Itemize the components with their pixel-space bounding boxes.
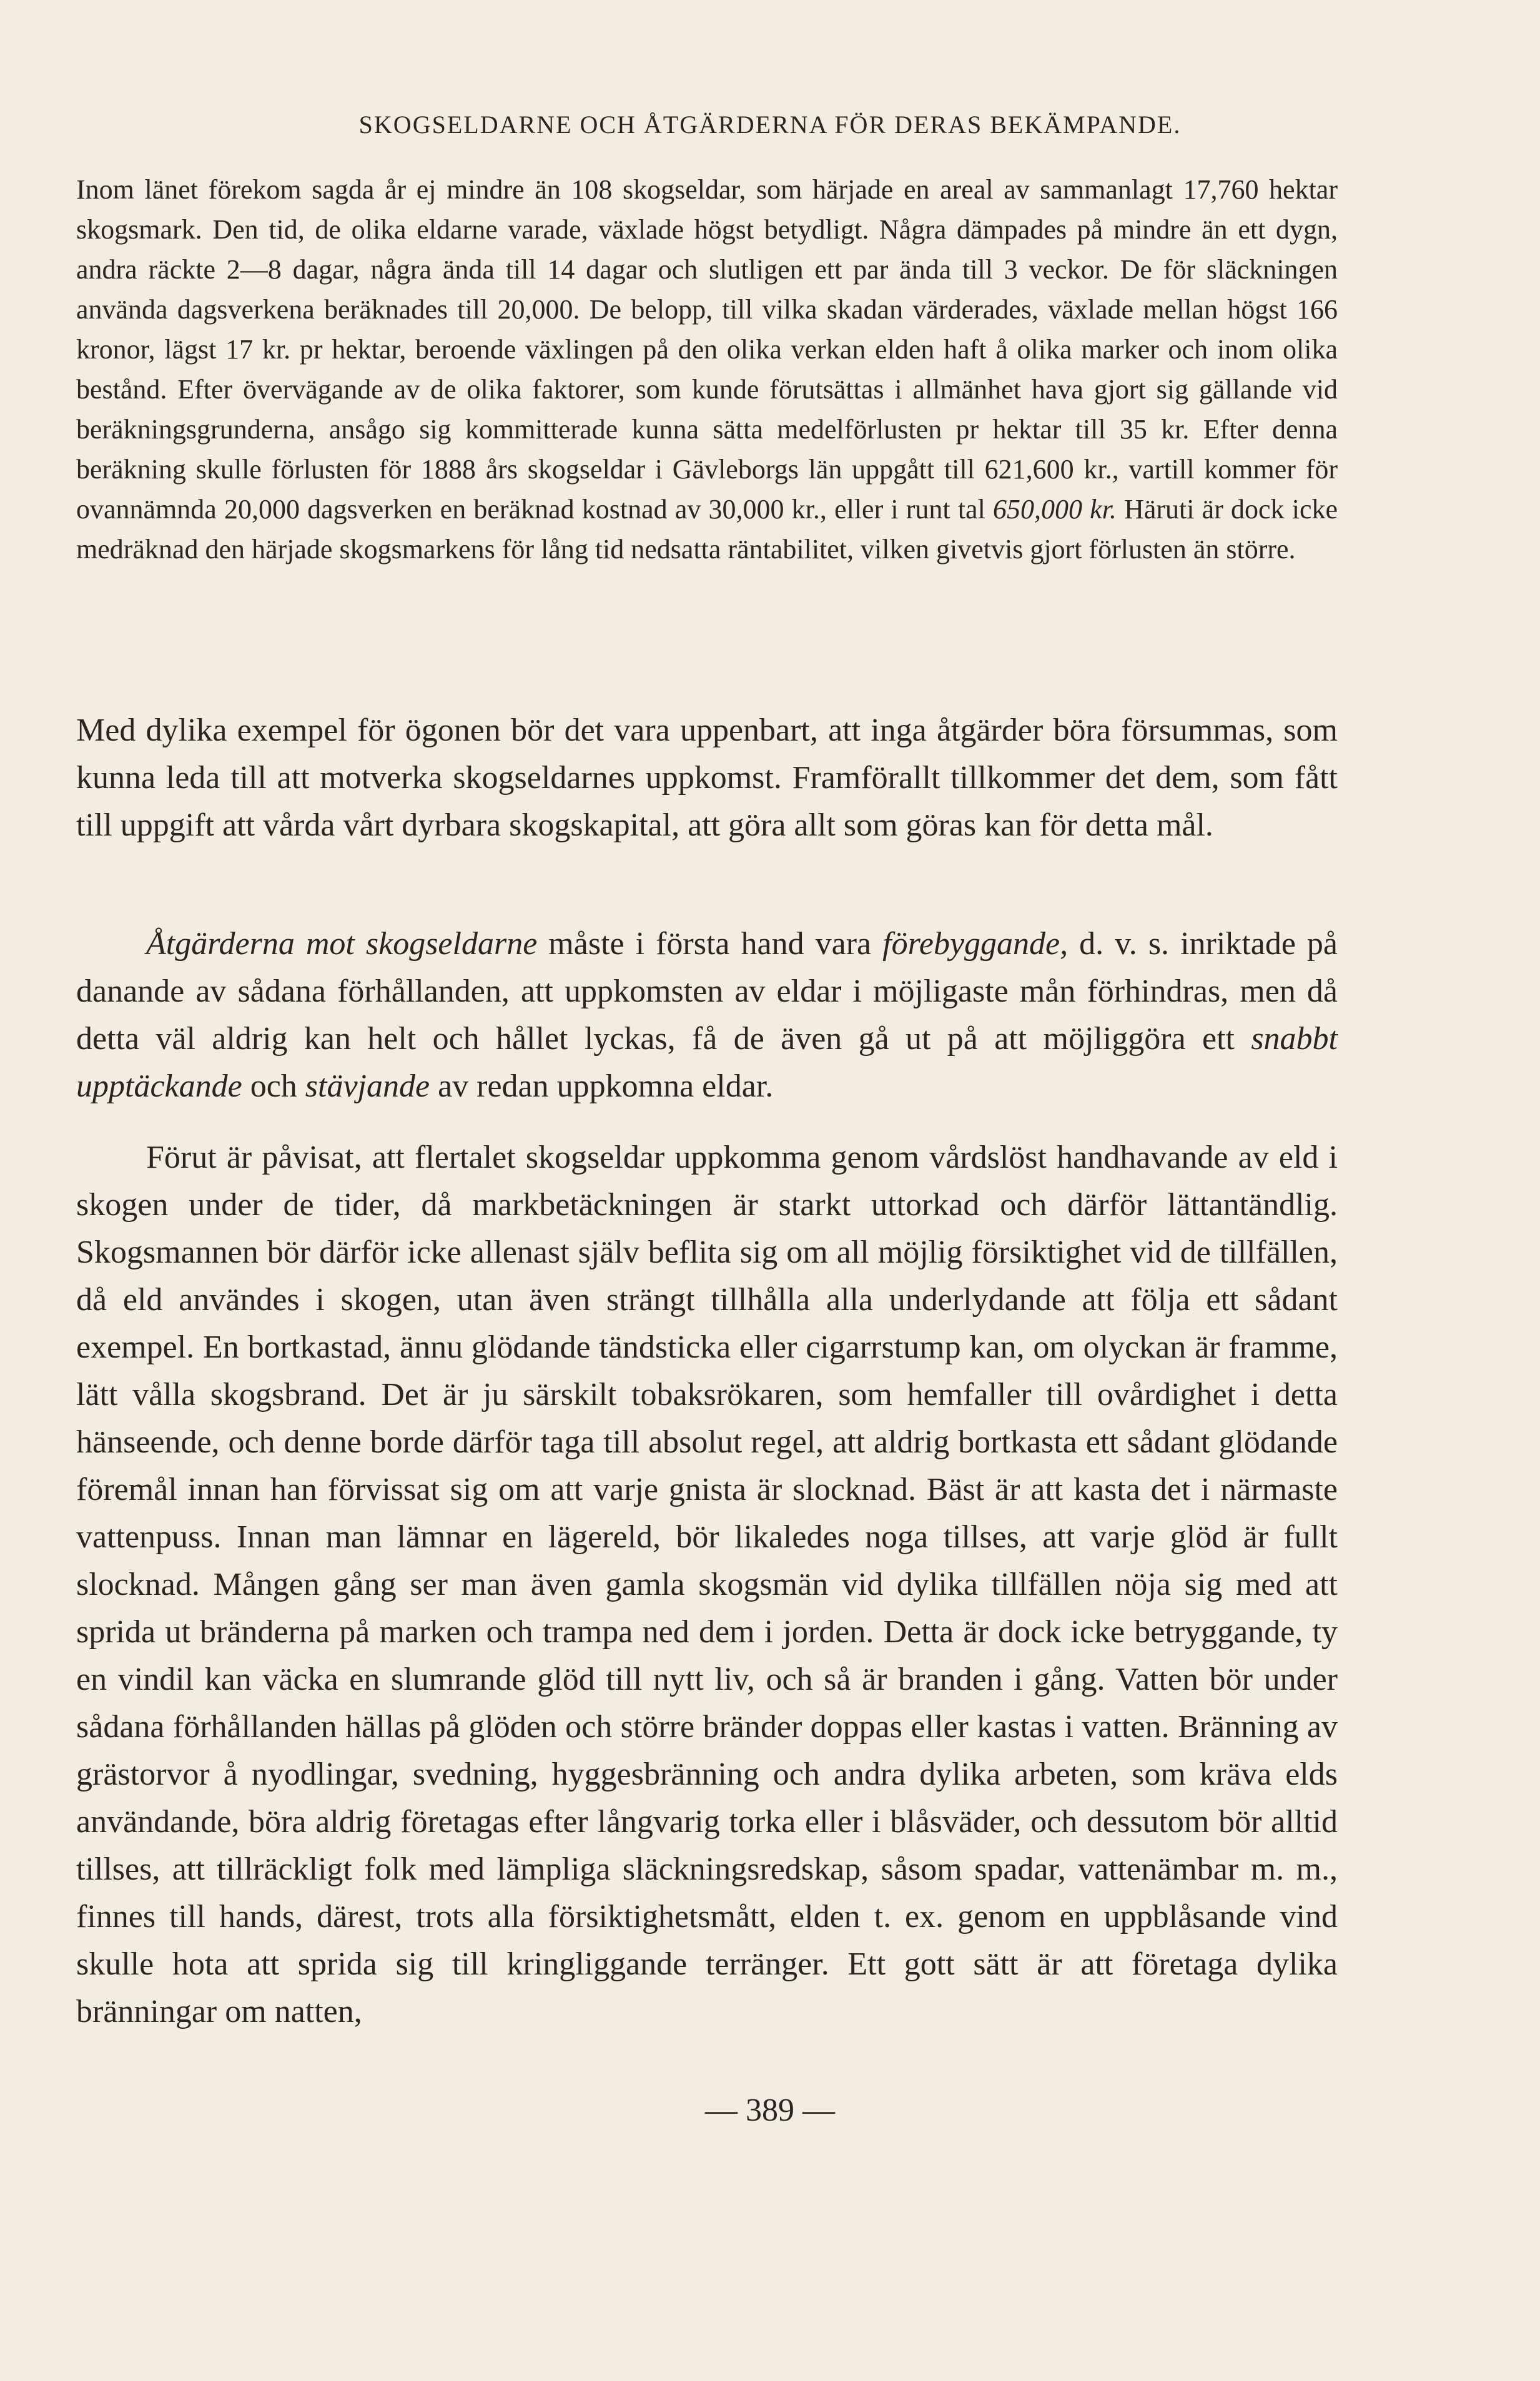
running-head: SKOGSELDARNE OCH ÅTGÄRDERNA FÖR DERAS BEKÄMPANDE. xyxy=(358,111,1182,139)
measures-italic-2: snabbt upptäckande xyxy=(76,1021,1338,1104)
paragraph-consequence: Med dylika exempel för ögonen bör det vara uppenbart, att inga åtgärder böra försummas, som kunna leda till att motverka skogseldarnes uppkomst. Framförallt tillkommer det dem, som fått till uppgift att vårda vårt dyrbara skogskapital, att göra allt som göras kan för detta mål. xyxy=(76,712,1338,843)
measures-text-1: måste i första hand vara xyxy=(537,926,883,962)
page-number: — 389 — xyxy=(705,2093,835,2128)
measures-text-2: d. v. s. inriktade på danande av sådana förhållanden, att uppkomsten av eldar i möjligaste mån förhindras, men då detta väl aldrig kan helt och hållet lyckas, få de även gå ut på att möjliggöra ett xyxy=(76,926,1338,1057)
intro-italic-amount: 650,000 kr. xyxy=(992,494,1117,525)
intro-paragraph xyxy=(76,170,1338,569)
paragraph-prevention: Förut är påvisat, att flertalet skogseldar uppkomma genom vårdslöst handhavande av eld i skogen under de tider, då markbetäckningen är starkt uttorkad och därför lättantändlig. Skogsmannen bör därför icke allenast själv beflita sig om all möjlig försiktighet vid de tillfällen, då eld användes i skogen, utan även strängt tillhålla alla underlydande att följa ett sådant exempel. En bortkastad, ännu glödande tändsticka eller cigarrstump kan, om olyckan är framme, lätt vålla skogsbrand. Det är ju särskilt tobaksrökaren, som hemfaller till ovårdighet i detta hänseende, och denne borde därför taga till absolut regel, att aldrig bortkasta ett sådant glödande föremål innan han förvissat sig om att varje gnista är slocknad. Bäst är att kasta det i närmaste vattenpuss. Innan man lämnar en lägereld, bör likaledes noga tillses, att varje glöd är fullt slocknad. Mången gång ser man även gamla skogsmän vid dylika tillfällen nöja sig med att sprida ut bränderna på marken och trampa ned dem i jorden. Detta är dock icke betryggande, ty en vindil kan väcka en slumrande glöd till nytt liv, och så är branden i gång. Vatten bör under sådana förhållanden hällas på glöden och större bränder doppas eller kastas i vatten. Bränning av grästorvor å nyodlingar, svedning, hyggesbränning och andra dylika arbeten, som kräva elds användande, böra aldrig företagas efter långvarig torka eller i blåsväder, och dessutom bör alltid tillses, att tillräckligt folk med lämpliga släckningsredskap, såsom spadar, vattenämbar m. m., finnes till hands, därest, trots alla försiktighetsmått, elden t. ex. genom en uppblåsande vind skulle hota att sprida sig till kringliggande terränger. Ett gott sätt är att företaga dylika bränningar om natten, xyxy=(76,1140,1338,2029)
intro-text: Inom länet förekom sagda år ej mindre än 108 skogseldar, som härjade en areal av sammanlagt 17,760 hektar skogsmark. Den tid, de olika eldarne varade, växlade högst betydligt. Några dämpades på mindre än ett dygn, andra räckte 2—8 dagar, några ända till 14 dagar och slutligen ett par ända till 3 veckor. De för släckningen använda dagsverkena beräknades till 20,000. De belopp, till vilka skadan värderades, växlade mellan högst 166 kronor, lägst 17 kr. pr hektar, beroende växlingen på den olika verkan elden haft å olika marker och inom olika bestånd. Efter övervägande av de olika faktorer, som kunde förutsättas i allmänhet hava gjort sig gällande vid beräkningsgrunderna, ansågo sig kommitterade kunna sätta medelförlusten pr hektar till 35 kr. Efter denna beräkning skulle förlusten för 1888 års skogseldar i Gävleborgs län uppgått till 621,600 kr., vartill kommer för ovannämnda 20,000 dagsverken en beräknad kostnad av 30,000 kr., eller i runt tal xyxy=(76,174,1338,525)
measures-italic-1: förebyggande, xyxy=(882,926,1069,962)
measures-text-4: av redan uppkomna eldar. xyxy=(430,1068,774,1104)
measures-text-3: och xyxy=(242,1068,305,1104)
intro-text-end: Häruti är dock icke medräknad den härjade skogsmarkens för lång tid nedsatta räntabilitet, vilken givetvis gjort förlusten än större. xyxy=(76,494,1338,564)
measures-italic-3: stävjande xyxy=(305,1068,430,1104)
measures-lead-italic: Åtgärderna mot skogseldarne xyxy=(146,926,538,962)
paragraph-measures xyxy=(76,920,1338,1110)
